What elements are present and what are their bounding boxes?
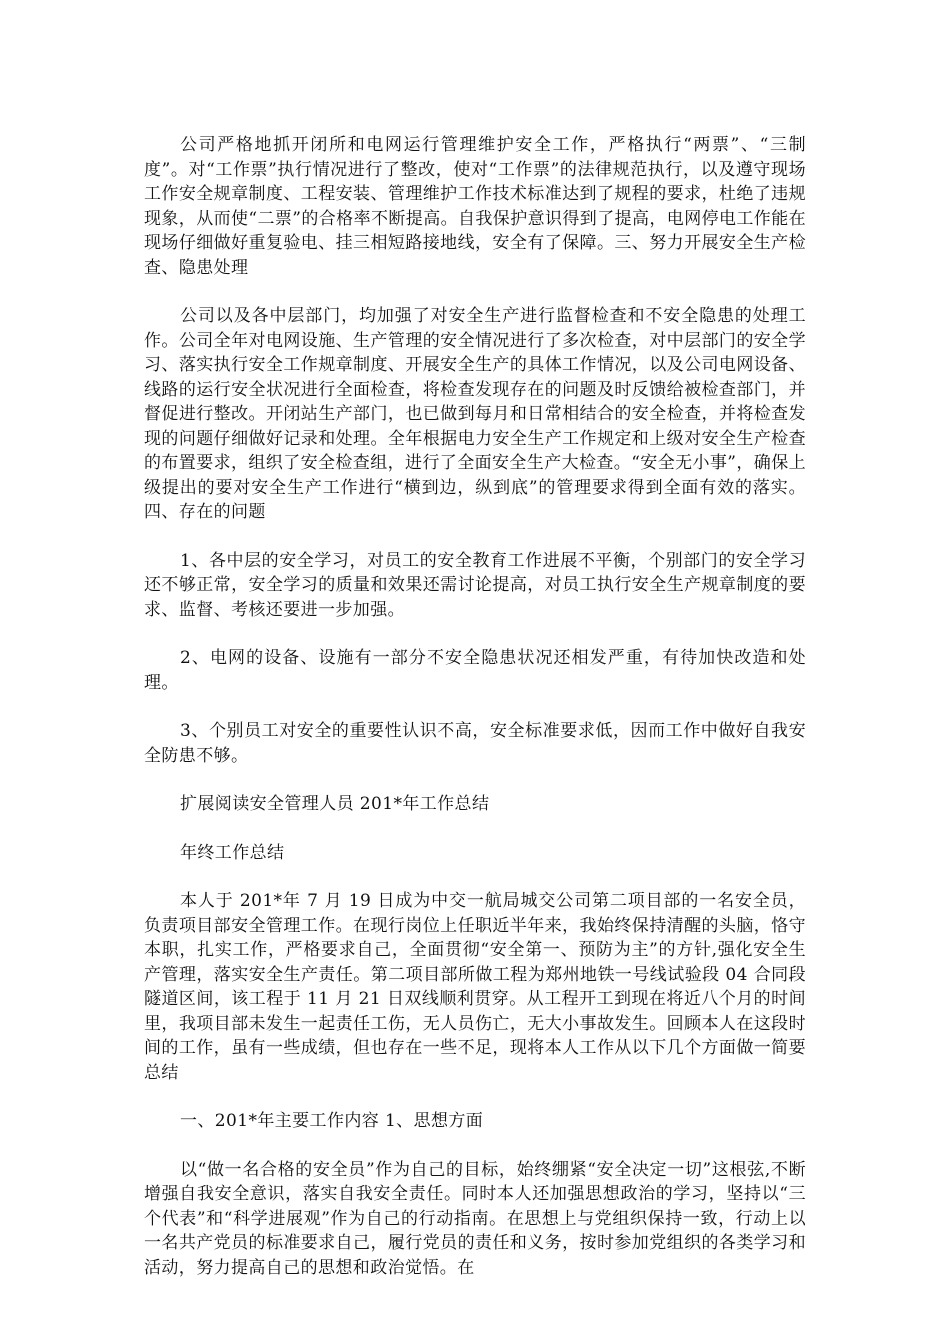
paragraph-year-end-summary-title: 年终工作总结 — [180, 842, 285, 863]
paragraph-safety-inspection: 公司以及各中层部门，均加强了对安全生产进行监督检查和不安全隐患的处理工作。公司全年对电网设施、生产管理的安全情况进行了多次检查，对中层部门的安全学习、落实执行安全工作规章制度、开展安全生产的具体工作情况，以及公司电网设备、线路的运行安全状况进行全面检查，将检查发现存在的问题及时反馈给被检查部门，并督促进行整改。开闭站生产部门，也已做到每月和日常相结合的安全检查，并将检查发现的问题仔细做好记录和处理。全年根据电力安全生产工作规定和上级对安全生产检查的布置要求，组织了安全检查组，进行了全面安全生产大检查。“安全无小事”，确保上级提出的要对安全生产工作进行“横到边，纵到底”的管理要求得到全面有效的落实。四、存在的问题 — [144, 306, 806, 522]
paragraph-introduction: 本人于 201*年 7 月 19 日成为中交一航局城交公司第二项目部的一名安全员，负责项目部安全管理工作。在现行岗位上任职近半年来，我始终保持清醒的头脑，恪守本职，扎实工作，严格要求自己，全面贯彻“安全第一、预防为主”的方针,强化安全生产管理，落实安全生产责任。第二项目部所做工程为郑州地铁一号线试验段 04 合同段隧道区间，该工程于 11 月 21 日双线顺利贯穿。从工程开工到现在将近八个月的时间里，我项目部未发生一起责任工伤，无人员伤亡，无大小事故发生。回顾本人在这段时间的工作，虽有一些成绩，但也存在一些不足，现将本人工作从以下几个方面做一简要总结 — [144, 891, 806, 1083]
paragraph-issue-2: 2、电网的设备、设施有一部分不安全隐患状况还相发严重，有待加快改造和处理。 — [144, 648, 806, 693]
paragraph-extended-reading-title: 扩展阅读安全管理人员 201*年工作总结 — [180, 794, 490, 814]
paragraph-section-heading: 一、201*年主要工作内容 1、思想方面 — [180, 1111, 484, 1131]
document-body — [144, 133, 806, 1280]
paragraph-issue-1: 1、各中层的安全学习，对员工的安全教育工作进展不平衡，个别部门的安全学习还不够正常，安全学习的质量和效果还需讨论提高，对员工执行安全生产规章制度的要求、监督、考核还要进一步加强。 — [144, 550, 806, 620]
paragraph-ideology: 以“做一名合格的安全员”作为自己的目标，始终绷紧“安全决定一切”这根弦,不断增强自我安全意识，落实自我安全责任。同时本人还加强思想政治的学习，坚持以“三个代表”和“科学进展观”作为自己的行动指南。在思想上与党组织保持一致，行动上以一名共产党员的标准要求自己，履行党员的责任和义务，按时参加党组织的各类学习和活动，努力提高自己的思想和政治觉悟。在 — [144, 1159, 806, 1278]
paragraph-issue-3: 3、个别员工对安全的重要性认识不高，安全标准要求低，因而工作中做好自我安全防患不够。 — [144, 721, 806, 766]
paragraph-safety-maintenance: 公司严格地抓开闭所和电网运行管理维护安全工作，严格执行“两票”、“三制度”。对“工作票”执行情况进行了整改，使对“工作票”的法律规范执行，以及遵守现场工作安全规章制度、工程安装、管理维护工作技术标准达到了规程的要求，杜绝了违规现象，从而使“二票”的合格率不断提高。自我保护意识得到了提高，电网停电工作能在现场仔细做好重复验电、挂三相短路接地线，安全有了保障。三、努力开展安全生产检查、隐患处理 — [144, 135, 806, 278]
